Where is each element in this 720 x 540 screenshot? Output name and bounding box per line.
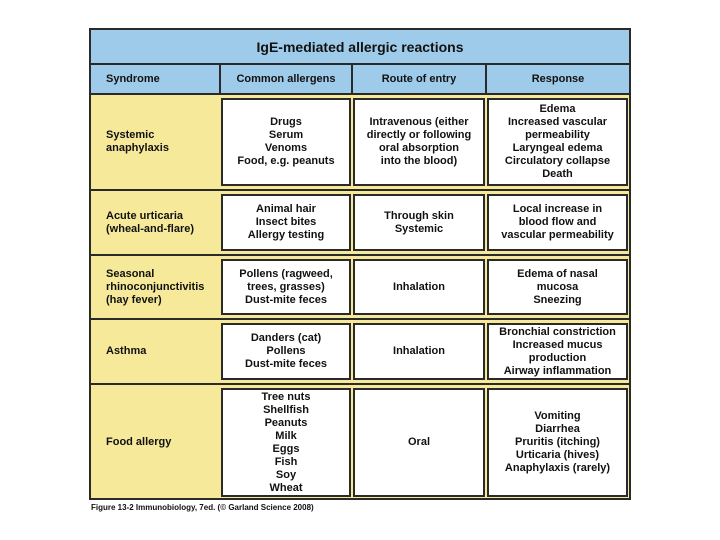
- syndrome-label: [106, 436, 171, 449]
- response-line: Increased vascular: [507, 116, 608, 128]
- syndrome-cell: [91, 385, 219, 500]
- syndrome-line: Systemic: [106, 129, 155, 141]
- allergens-cell-text: [237, 116, 334, 168]
- response-cell: [487, 98, 628, 186]
- allergens-cell: [221, 98, 351, 186]
- allergens-line: Drugs: [270, 116, 302, 128]
- response-line: Death: [542, 168, 573, 180]
- route-cell: [353, 388, 485, 497]
- route-cell: [353, 323, 485, 380]
- syndrome-label: [106, 210, 194, 236]
- allergens-line: Animal hair: [256, 203, 316, 215]
- allergens-line: Tree nuts: [261, 390, 311, 403]
- response-line: Pruritis (itching): [515, 436, 600, 448]
- route-cell-text: [393, 281, 445, 294]
- response-line: production: [528, 351, 587, 364]
- syndrome-line: (hay fever): [106, 293, 162, 306]
- response-line: Vomiting: [534, 410, 581, 422]
- response-line: Urticaria (hives): [515, 449, 600, 461]
- response-line: Laryngeal edema: [512, 142, 603, 154]
- syndrome-line: (wheal-and-flare): [106, 222, 195, 235]
- syndrome-label: [106, 129, 169, 155]
- table-title: IgE-mediated allergic reactions: [91, 30, 629, 65]
- allergens-line: Serum: [268, 129, 304, 141]
- table-row: [91, 320, 629, 383]
- response-line: Anaphylaxis (rarely): [504, 462, 611, 474]
- allergens-cell-text: [239, 268, 333, 307]
- table-row: [91, 385, 629, 500]
- route-line: Intravenous (either: [369, 116, 469, 128]
- syndrome-cell: [91, 256, 219, 318]
- allergens-line: Venoms: [264, 142, 308, 154]
- allergens-line: Soy: [275, 468, 297, 481]
- allergens-line: Insect bites: [255, 216, 317, 228]
- allergens-line: trees, grasses): [247, 280, 325, 293]
- response-cell: [487, 323, 628, 380]
- table-row: [91, 95, 629, 189]
- response-cell-text: [505, 103, 610, 181]
- allergens-cell-text: [248, 203, 324, 242]
- response-line: blood flow and: [518, 216, 597, 228]
- allergens-line: Wheat: [269, 481, 303, 494]
- allergens-line: Allergy testing: [247, 229, 325, 241]
- route-line: Systemic: [394, 222, 444, 235]
- allergens-cell: [221, 259, 351, 315]
- response-line: vascular permeability: [501, 229, 614, 241]
- allergens-cell: [221, 323, 351, 380]
- route-cell: [353, 194, 485, 251]
- allergens-line: Peanuts: [264, 416, 308, 429]
- syndrome-line: Seasonal: [106, 267, 155, 280]
- response-line: Sneezing: [533, 293, 582, 306]
- allergens-cell-text: [262, 391, 311, 495]
- allergens-cell: [221, 194, 351, 251]
- syndrome-cell: [91, 95, 219, 189]
- route-cell-text: [384, 210, 454, 236]
- response-line: mucosa: [536, 280, 579, 293]
- allergens-line: Pollens (ragweed,: [239, 267, 333, 280]
- route-cell: [353, 98, 485, 186]
- route-line: Inhalation: [393, 345, 445, 357]
- response-line: Diarrhea: [535, 423, 580, 435]
- syndrome-line: anaphylaxis: [106, 142, 169, 154]
- header-common-allergens: Common allergens: [236, 73, 336, 85]
- allergens-line: Pollens: [266, 345, 306, 357]
- syndrome-line: rhinoconjunctivitis: [106, 280, 205, 293]
- figure-caption: Figure 13-2 Immunobiology, 7ed. (© Garland Science 2008): [91, 503, 314, 512]
- syndrome-line: Food allergy: [106, 436, 172, 448]
- syndrome-cell: [91, 191, 219, 254]
- allergens-line: Dust-mite feces: [245, 358, 327, 370]
- response-cell: [487, 194, 628, 251]
- response-line: Airway inflammation: [503, 364, 612, 377]
- allergens-line: Food, e.g. peanuts: [237, 155, 335, 167]
- route-cell-text: [408, 436, 430, 449]
- syndrome-label: [106, 268, 204, 307]
- allergens-line: Danders (cat): [250, 332, 322, 344]
- syndrome-line: Asthma: [106, 345, 147, 357]
- response-line: Edema: [539, 103, 576, 115]
- allergens-line: Milk: [275, 429, 297, 442]
- response-cell-text: [505, 410, 610, 475]
- response-cell: [487, 259, 628, 315]
- route-cell-text: [367, 116, 472, 168]
- response-line: Edema of nasal: [517, 267, 598, 280]
- route-line: directly or following: [366, 129, 472, 141]
- header-syndrome: Syndrome: [106, 73, 160, 85]
- allergens-line: Fish: [274, 455, 298, 468]
- table-row: [91, 256, 629, 318]
- route-line: Through skin: [384, 209, 454, 222]
- response-cell-text: [517, 268, 598, 307]
- response-line: permeability: [525, 129, 590, 141]
- allergens-line: Eggs: [272, 442, 300, 455]
- response-line: Circulatory collapse: [504, 155, 611, 167]
- syndrome-cell: [91, 320, 219, 383]
- allergens-line: Shellfish: [263, 403, 309, 416]
- allergens-cell: [221, 388, 351, 497]
- response-cell: [487, 388, 628, 497]
- response-cell-text: [499, 326, 616, 378]
- allergens-cell-text: [245, 332, 327, 371]
- response-cell-text: [501, 203, 614, 242]
- header-route-of-entry: Route of entry: [381, 73, 457, 85]
- header-response: Response: [531, 73, 585, 85]
- allergens-line: Dust-mite feces: [245, 293, 327, 306]
- response-line: Bronchial constriction: [499, 325, 616, 338]
- table-row: [91, 191, 629, 254]
- table-header-row: [91, 65, 629, 95]
- route-line: oral absorption: [378, 142, 460, 154]
- response-line: Local increase in: [512, 203, 603, 215]
- route-line: Inhalation: [393, 280, 445, 293]
- allergy-table-figure: [89, 28, 631, 500]
- route-line: Oral: [407, 436, 430, 448]
- syndrome-line: Acute urticaria: [106, 209, 184, 222]
- route-cell: [353, 259, 485, 315]
- response-line: Increased mucus: [512, 338, 603, 351]
- route-cell-text: [393, 345, 445, 358]
- route-line: into the blood): [380, 155, 458, 167]
- syndrome-label: [106, 345, 146, 358]
